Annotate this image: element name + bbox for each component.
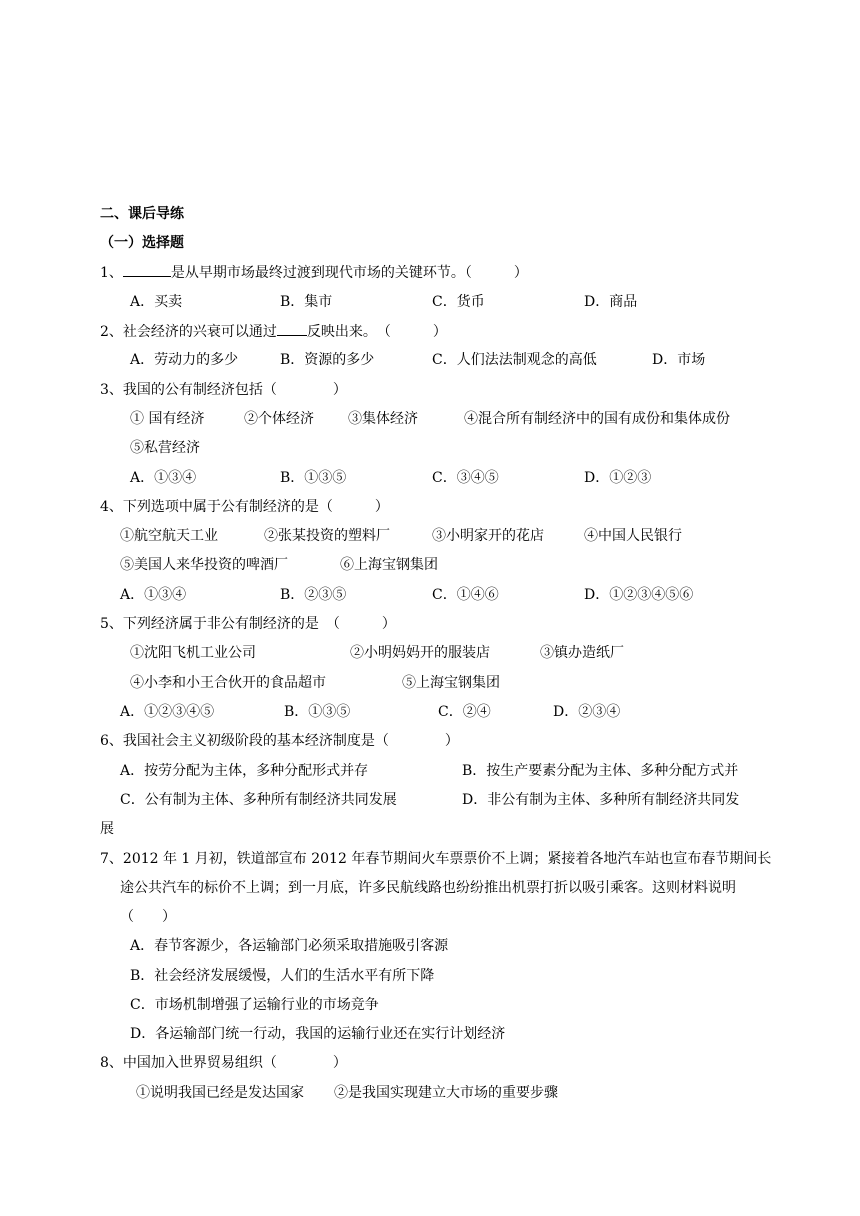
question-4-option-b: B．②③⑤ [280, 587, 347, 603]
question-4-item: ⑤美国人来华投资的啤酒厂 [120, 557, 288, 573]
question-4-item: ①航空航天工业 [120, 528, 218, 544]
question-7-stem: 途公共汽车的标价不上调；到一月底，许多民航线路也纷纷推出机票打折以吸引乘客。这则材料说明 [120, 880, 736, 896]
question-2-option-c: C．人们法法制观念的高低 [432, 352, 597, 368]
question-6-wrap: 展 [100, 821, 114, 837]
question-6-option-c: C．公有制为主体、多种所有制经济共同发展 [120, 792, 397, 808]
section-title: 二、课后导练 [100, 206, 184, 222]
question-5-option-b: B．①③⑤ [284, 704, 351, 720]
question-2-option-a: A．劳动力的多少 [130, 352, 239, 368]
answer-blank [123, 262, 171, 277]
question-1-option-b: B．集市 [280, 294, 333, 310]
question-1-option-d: D．商品 [584, 294, 638, 310]
question-6-option-b: B．按生产要素分配为主体、多种分配方式并 [462, 763, 739, 779]
question-7-option-d: D．各运输部门统一行动，我国的运输行业还在实行计划经济 [130, 1026, 506, 1042]
answer-blank [277, 321, 307, 336]
question-5-option-a: A．①②③④⑤ [120, 704, 215, 720]
question-3-item: ②个体经济 [244, 411, 314, 427]
question-3-option-b: B．①③⑤ [280, 470, 347, 486]
question-4-stem: 4、下列选项中属于公有制经济的是（ ） [100, 499, 389, 515]
question-7-option-a: A．春节客源少，各运输部门必须采取措施吸引客源 [130, 938, 449, 954]
question-8-item: ①说明我国已经是发达国家 [136, 1085, 304, 1101]
question-4-item: ④中国人民银行 [584, 528, 682, 544]
question-1-stem: 1、 是从早期市场最终过渡到现代市场的关键环节。（ ） [100, 262, 528, 282]
question-5-item: ①沈阳飞机工业公司 [130, 645, 256, 661]
question-4-option-c: C．①④⑥ [432, 587, 499, 603]
question-6-option-d: D．非公有制为主体、多种所有制经济共同发 [462, 792, 740, 808]
question-5-stem: 5、下列经济属于非公有制经济的是 （ ） [100, 616, 396, 632]
question-1-option-c: C．货币 [432, 294, 485, 310]
question-6-stem: 6、我国社会主义初级阶段的基本经济制度是（ ） [100, 733, 459, 749]
question-4-option-a: A．①③④ [120, 587, 187, 603]
question-8-stem: 8、中国加入世界贸易组织（ ） [100, 1055, 347, 1071]
question-4-item: ⑥上海宝钢集团 [340, 557, 438, 573]
question-3-item: ③集体经济 [348, 411, 418, 427]
question-3-item: ⑤私营经济 [130, 440, 200, 456]
question-7-option-c: C．市场机制增强了运输行业的市场竞争 [130, 997, 379, 1013]
question-3-item: ④混合所有制经济中的国有成份和集体成份 [464, 411, 730, 427]
question-3-option-d: D．①②③ [584, 470, 652, 486]
question-2-stem: 2、社会经济的兴衰可以通过 反映出来。 （ ） [100, 321, 447, 341]
question-5-option-c: C．②④ [438, 704, 491, 720]
question-4-item: ②张某投资的塑料厂 [264, 528, 390, 544]
question-3-option-c: C．③④⑤ [432, 470, 499, 486]
question-6-option-a: A．按劳分配为主体，多种分配形式并存 [120, 763, 369, 779]
question-5-item: ⑤上海宝钢集团 [402, 675, 500, 691]
question-3-stem: 3、我国的公有制经济包括（ ） [100, 382, 347, 398]
question-3-item: ① 国有经济 [130, 411, 205, 427]
question-5-item: ②小明妈妈开的服装店 [350, 645, 490, 661]
question-8-item: ②是我国实现建立大市场的重要步骤 [334, 1085, 558, 1101]
question-3-option-a: A．①③④ [130, 470, 197, 486]
question-5-item: ④小李和小王合伙开的食品超市 [130, 675, 326, 691]
subsection-title: （一）选择题 [100, 235, 184, 251]
question-7-stem: （ ） [120, 909, 176, 925]
question-5-option-d: D．②③④ [553, 704, 621, 720]
question-1-option-a: A．买卖 [130, 294, 183, 310]
question-5-item: ③镇办造纸厂 [540, 645, 624, 661]
question-4-item: ③小明家开的花店 [432, 528, 544, 544]
question-2-option-d: D．市场 [652, 352, 706, 368]
question-4-option-d: D．①②③④⑤⑥ [584, 587, 694, 603]
question-2-option-b: B．资源的多少 [280, 352, 375, 368]
question-7-stem: 7、2012 年 1 月初，铁道部宣布 2012 年春节期间火车票票价不上调；紧接着各地汽车站也宣布春节期间长 [100, 851, 772, 867]
question-7-option-b: B．社会经济发展缓慢，人们的生活水平有所下降 [130, 968, 435, 984]
